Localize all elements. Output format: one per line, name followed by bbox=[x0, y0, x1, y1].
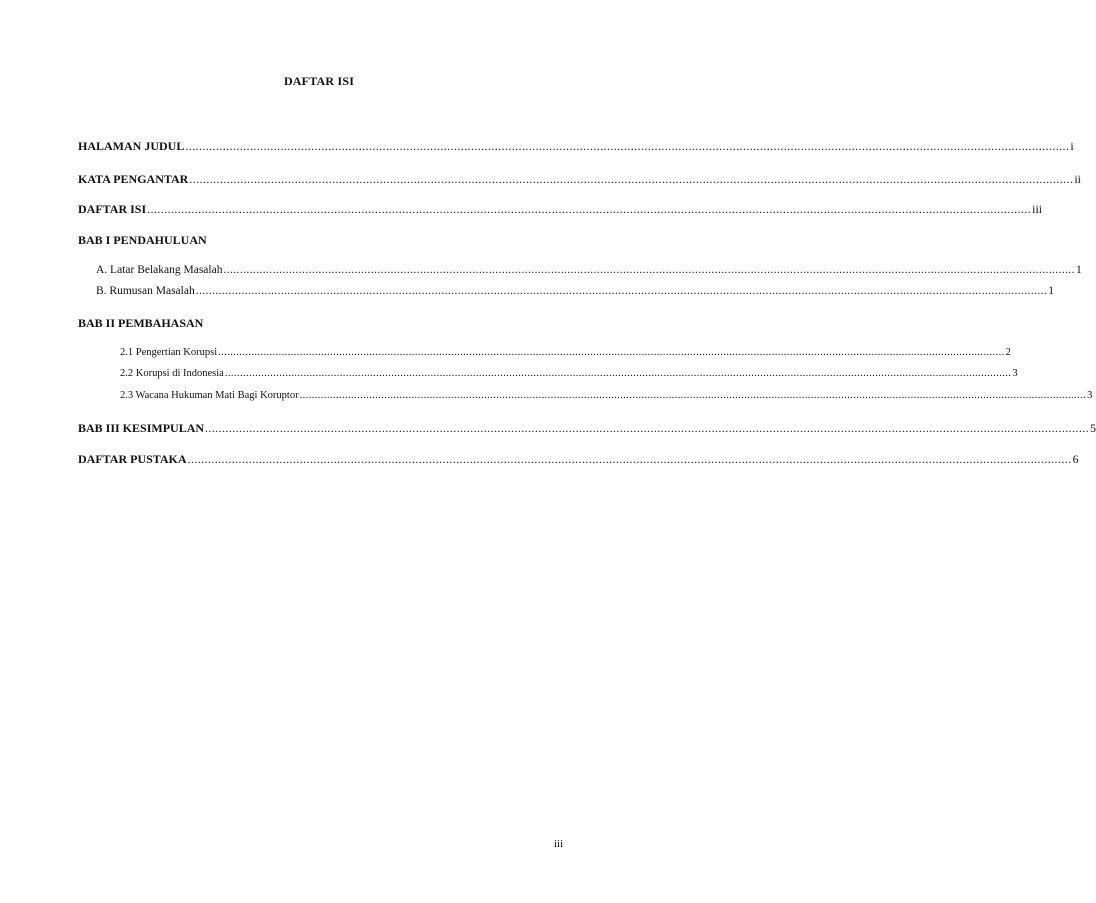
toc-entry-halaman-judul[interactable] bbox=[78, 139, 1074, 153]
page-number: iii bbox=[554, 838, 564, 850]
toc-entry-korupsi-di-indonesia[interactable] bbox=[120, 367, 1018, 381]
leader-dots: .................................................................................................................................................................................................................................................................... bbox=[205, 421, 1090, 435]
toc-heading-bab1: BAB I PENDAHULUAN bbox=[78, 233, 207, 247]
toc-entry-label: DAFTAR ISI bbox=[78, 202, 147, 216]
leader-dots: .................................................................................................................................................................................................................................................................... bbox=[218, 347, 1005, 358]
toc-entry-latar-belakang[interactable] bbox=[96, 263, 1082, 277]
toc-page-number: iii bbox=[1032, 202, 1043, 216]
leader-dots: .................................................................................................................................................................................................................................................................... bbox=[195, 285, 1048, 297]
toc-page-number: 1 bbox=[1048, 285, 1054, 297]
toc-page-number: 3 bbox=[1087, 390, 1093, 401]
toc-page-number: ii bbox=[1074, 172, 1082, 186]
leader-dots: .................................................................................................................................................................................................................................................................... bbox=[189, 172, 1074, 186]
toc-entry-label: A. Latar Belakang Masalah bbox=[96, 264, 223, 276]
toc-entry-wacana-hukuman-mati[interactable] bbox=[120, 389, 1093, 403]
leader-dots: .................................................................................................................................................................................................................................................................... bbox=[223, 264, 1075, 276]
toc-entry-label: DAFTAR PUSTAKA bbox=[78, 452, 187, 466]
toc-entry-label: 2.1 Pengertian Korupsi bbox=[120, 347, 218, 358]
leader-dots: .................................................................................................................................................................................................................................................................... bbox=[185, 139, 1070, 153]
toc-page-number: i bbox=[1070, 139, 1074, 153]
toc-entry-bab3[interactable] bbox=[78, 421, 1096, 435]
leader-dots: .................................................................................................................................................................................................................................................................... bbox=[299, 390, 1087, 401]
toc-entry-label: BAB III KESIMPULAN bbox=[78, 421, 205, 435]
page-title: DAFTAR ISI bbox=[283, 74, 355, 88]
toc-page-number: 2 bbox=[1005, 347, 1011, 358]
toc-entry-daftar-isi[interactable] bbox=[78, 202, 1043, 216]
toc-entry-label: B. Rumusan Masalah bbox=[96, 285, 195, 297]
leader-dots: .................................................................................................................................................................................................................................................................... bbox=[187, 452, 1072, 466]
toc-heading-bab2: BAB II PEMBAHASAN bbox=[78, 316, 204, 330]
toc-entry-rumusan-masalah[interactable] bbox=[96, 284, 1054, 298]
toc-page-number: 6 bbox=[1072, 452, 1079, 466]
leader-dots: .................................................................................................................................................................................................................................................................... bbox=[147, 202, 1032, 216]
leader-dots: .................................................................................................................................................................................................................................................................... bbox=[224, 368, 1012, 379]
toc-entry-pengertian-korupsi[interactable] bbox=[120, 346, 1011, 360]
toc-entry-label: 2.2 Korupsi di Indonesia bbox=[120, 368, 224, 379]
toc-entry-daftar-pustaka[interactable] bbox=[78, 452, 1079, 466]
toc-entry-label: HALAMAN JUDUL bbox=[78, 139, 185, 153]
toc-page-number: 5 bbox=[1090, 421, 1096, 435]
toc-page-number: 3 bbox=[1012, 368, 1018, 379]
toc-entry-kata-pengantar[interactable] bbox=[78, 172, 1082, 186]
toc-entry-label: 2.3 Wacana Hukuman Mati Bagi Koruptor bbox=[120, 390, 299, 401]
toc-page-number: 1 bbox=[1075, 264, 1082, 276]
toc-entry-label: KATA PENGANTAR bbox=[78, 172, 189, 186]
